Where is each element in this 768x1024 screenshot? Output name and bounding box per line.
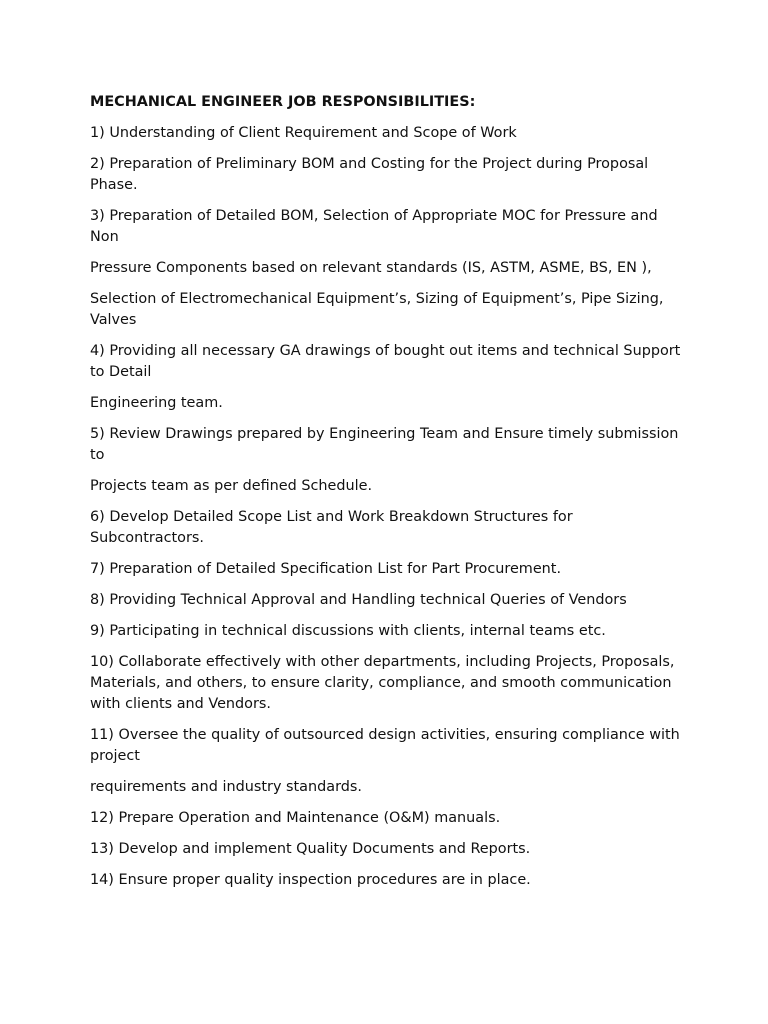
paragraph: 4) Providing all necessary GA drawings of bought out items and technical Support to Detail [90, 343, 681, 380]
paragraph: 10) Collaborate effectively with other departments, including Projects, Proposals, Materials, and others, to ensure clarity, compliance, and smooth communication with clients and Vendors. [90, 654, 675, 712]
paragraph: 5) Review Drawings prepared by Engineering Team and Ensure timely submission to [90, 426, 679, 463]
paragraph: 8) Providing Technical Approval and Handling technical Queries of Vendors [90, 592, 627, 608]
paragraph: 9) Participating in technical discussions with clients, internal teams etc. [90, 623, 606, 639]
paragraph: 6) Develop Detailed Scope List and Work Breakdown Structures for Subcontractors. [90, 509, 573, 546]
paragraph: Selection of Electromechanical Equipment’s, Sizing of Equipment’s, Pipe Sizing, Valves [90, 291, 664, 328]
paragraph: Projects team as per defined Schedule. [90, 478, 373, 494]
paragraph: requirements and industry standards. [90, 779, 362, 795]
document-title: MECHANICAL ENGINEER JOB RESPONSIBILITIES: [90, 94, 476, 110]
paragraph: 11) Oversee the quality of outsourced design activities, ensuring compliance with project [90, 727, 680, 764]
paragraph: Pressure Components based on relevant standards (IS, ASTM, ASME, BS, EN ), [90, 260, 652, 276]
paragraph: 2) Preparation of Preliminary BOM and Costing for the Project during Proposal Phase. [90, 156, 649, 193]
document-body [90, 92, 690, 901]
paragraph: 12) Prepare Operation and Maintenance (O&M) manuals. [90, 810, 501, 826]
paragraph: 7) Preparation of Detailed Specification List for Part Procurement. [90, 561, 562, 577]
paragraph: 1) Understanding of Client Requirement and Scope of Work [90, 125, 517, 141]
paragraph: 13) Develop and implement Quality Documents and Reports. [90, 841, 531, 857]
paragraph: 3) Preparation of Detailed BOM, Selection of Appropriate MOC for Pressure and Non [90, 208, 658, 245]
paragraph: 14) Ensure proper quality inspection procedures are in place. [90, 872, 531, 888]
paragraph: Engineering team. [90, 395, 223, 411]
